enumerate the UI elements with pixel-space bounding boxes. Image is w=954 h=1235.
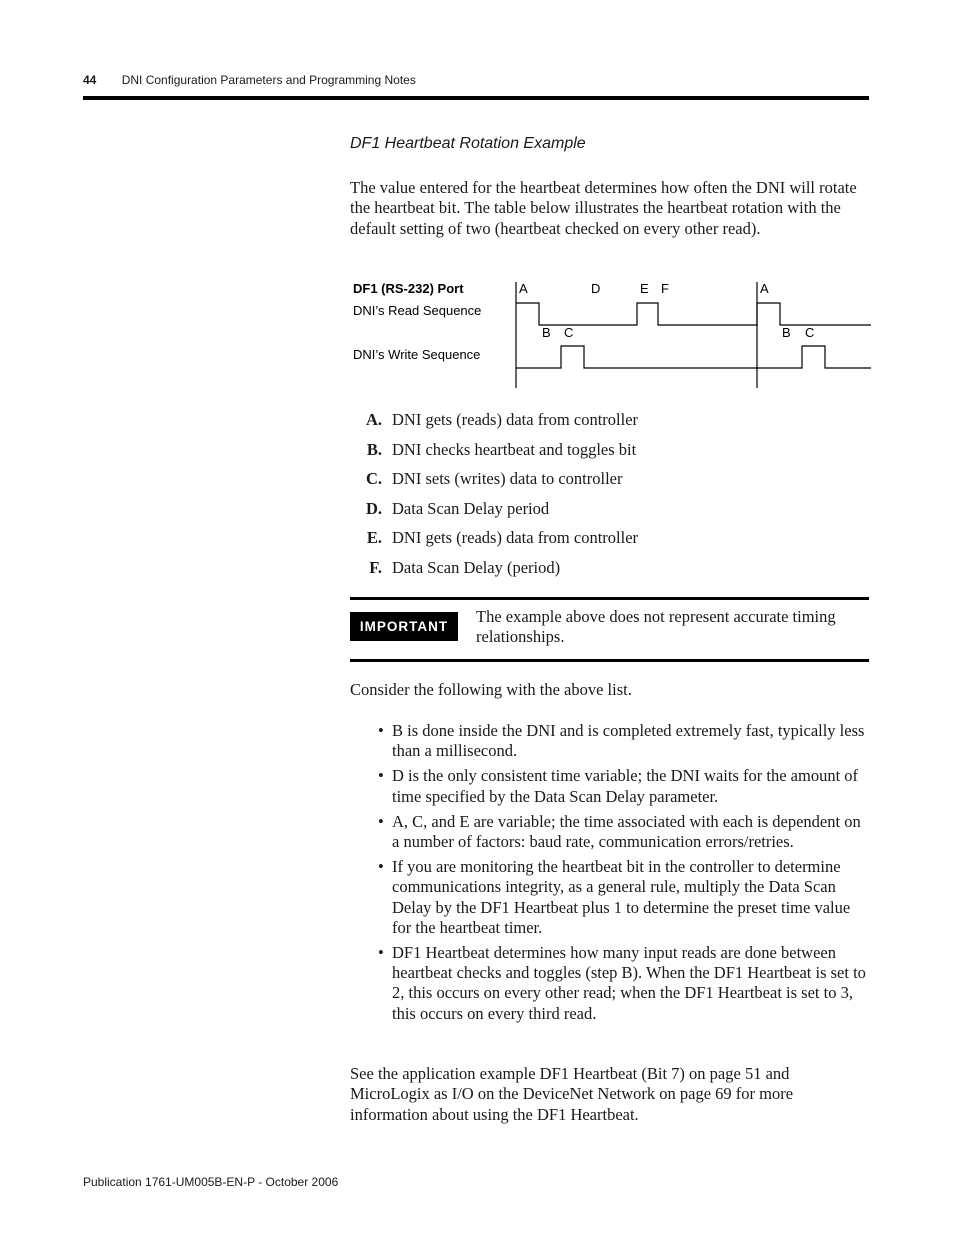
timing-diagram	[350, 278, 872, 392]
important-text: The example above does not represent accurate timing relationships.	[476, 607, 836, 647]
legend-item: A. DNI gets (reads) data from controller	[365, 410, 639, 429]
header-rule	[83, 96, 869, 100]
read-waveform	[516, 303, 871, 325]
marker-a-repeat: A	[760, 281, 769, 296]
read-sequence-label: DNI’s Read Sequence	[353, 303, 482, 318]
marker-b-repeat: B	[782, 325, 791, 340]
bullet-item: • B is done inside the DNI and is completed extremely fast, typically less than a millisecond.	[378, 721, 865, 761]
legend-item: E. DNI gets (reads) data from controller	[366, 528, 639, 548]
intro-paragraph: The value entered for the heartbeat determines how often the DNI will rotate the heartbeat bit. The table below illustrates the heartbeat rotation with the default setting of two (heartbeat checked on every other read).	[350, 178, 857, 238]
marker-a: A	[519, 281, 528, 296]
legend-list	[350, 410, 638, 588]
chapter-title: DNI Configuration Parameters and Programming Notes	[121, 73, 416, 87]
marker-c-repeat: C	[805, 325, 815, 340]
consider-paragraph: Consider the following with the above list.	[350, 680, 632, 699]
important-badge: IMPORTANT	[350, 612, 458, 641]
bullet-item: • D is the only consistent time variable; the DNI waits for the amount of time specified by the Data Scan Delay parameter.	[378, 766, 859, 806]
important-top-rule	[350, 597, 869, 600]
publication-footer: Publication 1761-UM005B-EN-P - October 2006	[83, 1175, 339, 1189]
bullet-dot: •	[378, 766, 384, 786]
port-label: DF1 (RS-232) Port	[353, 281, 464, 296]
important-bottom-rule	[350, 659, 869, 662]
legend-item: D. Data Scan Delay period	[365, 498, 550, 518]
bullet-dot: •	[378, 811, 384, 831]
write-sequence-label: DNI’s Write Sequence	[353, 347, 481, 362]
section-title: DF1 Heartbeat Rotation Example	[350, 135, 586, 152]
marker-f: F	[661, 281, 669, 296]
marker-c: C	[564, 325, 574, 340]
bullet-item: • If you are monitoring the heartbeat bit in the controller to determine communications integrity, as a general rule, multiply the Data Scan Delay by the DF1 Heartbeat plus 1 to determine the preset time value for the heartbeat timer.	[378, 857, 851, 937]
page-header	[83, 73, 416, 87]
write-waveform	[516, 346, 871, 368]
bullet-dot: •	[378, 943, 384, 963]
bullet-item: • A, C, and E are variable; the time associated with each is dependent on a number of factors: baud rate, communication errors/retries.	[378, 811, 861, 852]
bullet-item: • DF1 Heartbeat determines how many input reads are done between heartbeat checks and toggles (step B). When the DF1 Heartbeat is set to 2, this occurs on every other read; when the DF1 Heartbeat is set to 3, this occurs on every third read.	[378, 943, 866, 1023]
page-number: 44	[83, 73, 97, 87]
legend-item: B. DNI checks heartbeat and toggles bit	[366, 439, 637, 459]
marker-d: D	[591, 281, 601, 296]
bullet-dot: •	[378, 721, 384, 740]
marker-b: B	[542, 325, 551, 340]
marker-e: E	[640, 281, 649, 296]
bullet-list	[378, 721, 868, 1029]
legend-item: C. DNI sets (writes) data to controller	[365, 469, 623, 489]
legend-item: F. Data Scan Delay (period)	[369, 557, 561, 577]
closing-paragraph: See the application example DF1 Heartbeat (Bit 7) on page 51 and MicroLogix as I/O on the DeviceNet Network on page 69 for more information about using the DF1 Heartbeat.	[350, 1064, 794, 1124]
bullet-dot: •	[378, 857, 384, 877]
